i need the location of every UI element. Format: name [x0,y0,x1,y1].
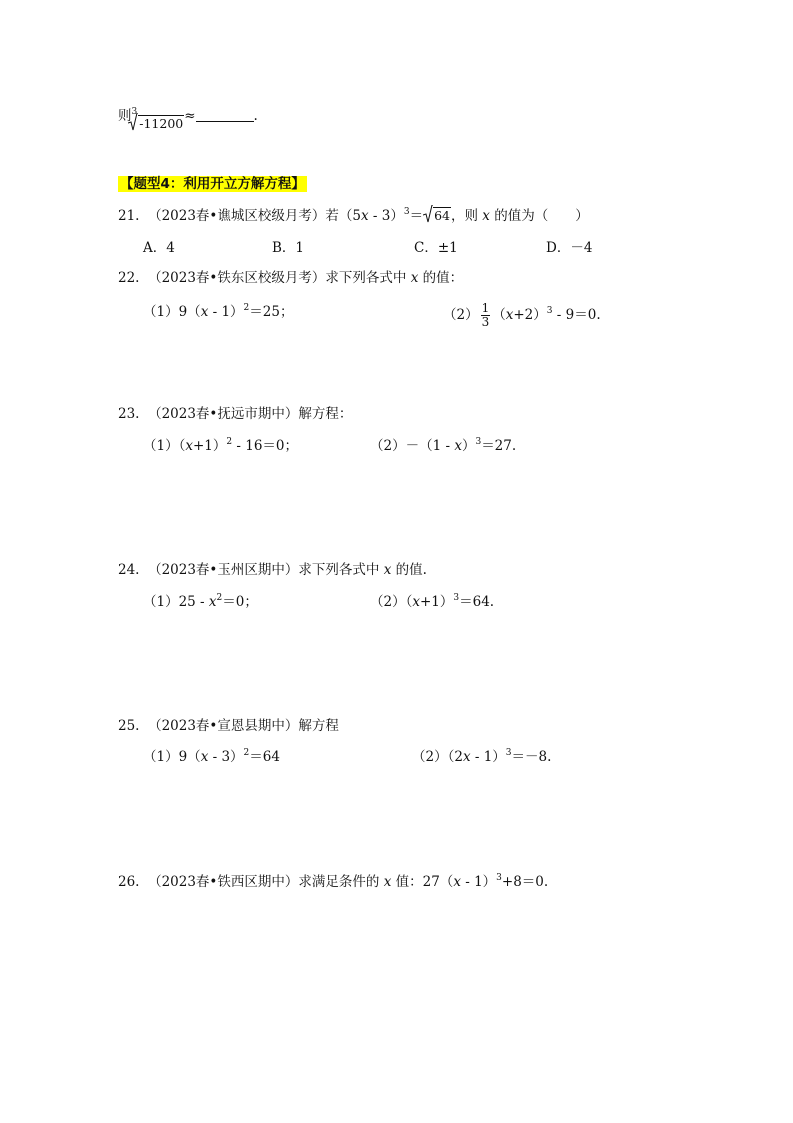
q21-option-b: B．1 [272,240,305,256]
question-23: 23. （2023春•抚远市期中）解方程： [118,406,353,422]
cube-root-expression: 3 -11200 [132,111,185,131]
radical-sign-icon [423,205,433,223]
q25-part-2: （2）（2x - 1）$^3$＝－8. [412,748,552,765]
q23-part-2: （2）－（1 - x）$^3$＝27. [370,437,517,454]
q21-option-a: A．4 [143,240,175,256]
q21-option-c: C．±1 [414,240,458,256]
section-heading-row [118,174,307,194]
section-heading: 【题型4：利用开立方解方程】 [120,176,305,192]
answer-blank [196,108,254,122]
cube-root-question-line: 则 3 -11200 ≈ . [118,107,258,131]
q25-part-1: （1）9（x - 3）$^2$＝64 [143,748,280,765]
question-25: 25. （2023春•宣恩县期中）解方程 [118,718,339,734]
q23-part-1: $(1)(x+1)^2 - 16=0$； [143,437,299,454]
question-21: 21. （2023春•谯城区校级月考）若（5x - 3）$^3$＝ 64 ，则 x 的值为（ ） [118,207,589,224]
square-root-expression: 64 [423,205,451,223]
fraction-one-third: $\frac{1}{3}$ [481,301,490,329]
q21-option-d: D．－4 [546,240,593,256]
question-26: 26. （2023春•铁西区期中）求满足条件的 x 值：27（x - 1）$^3$+8＝0. [118,873,549,890]
q24-part-1: $(1)25 - x^2=0$； [143,593,258,610]
q24-part-2: $(2)(x+1)^3=64$. [370,593,495,610]
q22-part-2: （2） $\frac{1}{3}$ $(x+2)^3 - 9=0$. [443,301,601,329]
question-24: 24. （2023春•玉州区期中）求下列各式中 x 的值. [118,562,427,578]
q22-part-1: （1）9（x - 1）$^2$＝25； [143,303,294,320]
question-22: 22. （2023春•铁东区校级月考）求下列各式中 x 的值： [118,270,464,286]
